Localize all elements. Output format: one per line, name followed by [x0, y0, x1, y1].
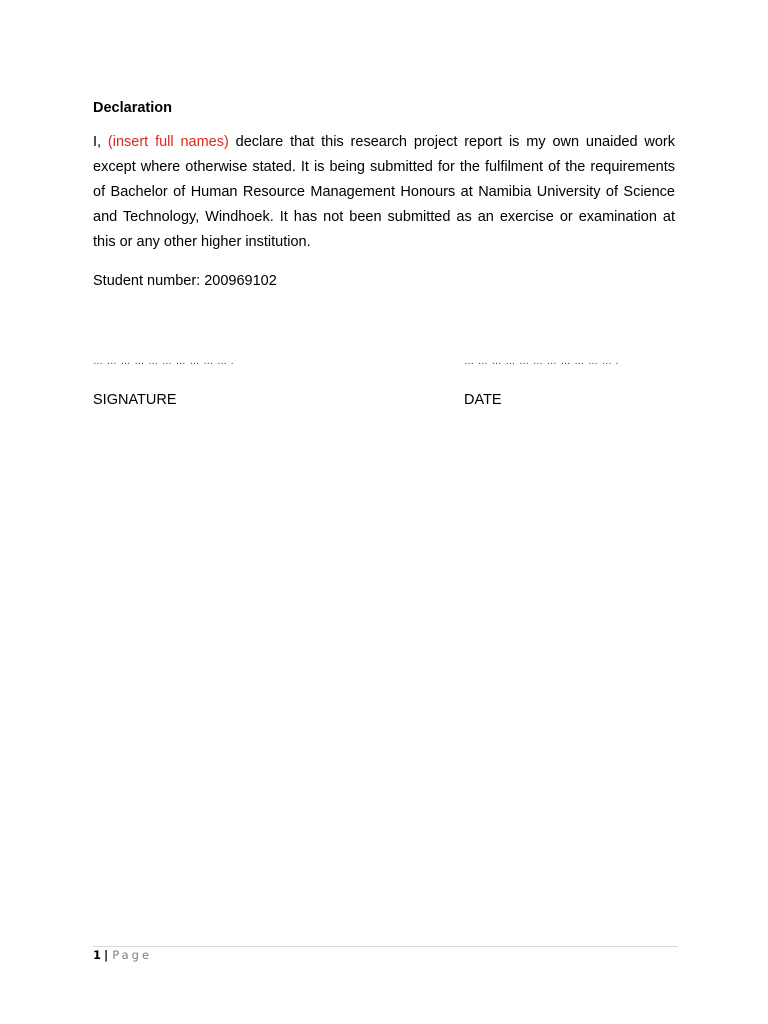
signature-label: SIGNATURE	[93, 392, 177, 408]
name-placeholder: (insert full names)	[107, 134, 229, 150]
page-word: Page	[112, 948, 153, 962]
page-number: 1	[93, 948, 102, 962]
paragraph-body: declare that this research project report is my own unaided work except where otherwise stated. It is being submitted for the fulfilment of the requirements of Bachelor of Human Resource Management Honours at Namibia University of Science and Technology, Windhoek. It has not been submitted as an exercise or examination at this or any other higher institution.	[93, 134, 675, 250]
page-separator: |	[104, 948, 109, 962]
footer-divider	[93, 946, 678, 947]
date-label: DATE	[464, 392, 502, 408]
declaration-paragraph	[93, 130, 675, 255]
date-line: … … … … … … … … … … … .	[464, 356, 619, 367]
signature-line: … … … … … … … … … … .	[93, 356, 235, 367]
page-footer	[93, 948, 152, 962]
paragraph-prefix: I,	[93, 134, 108, 150]
section-heading: Declaration	[93, 100, 172, 116]
student-number: Student number: 200969102	[93, 273, 277, 289]
